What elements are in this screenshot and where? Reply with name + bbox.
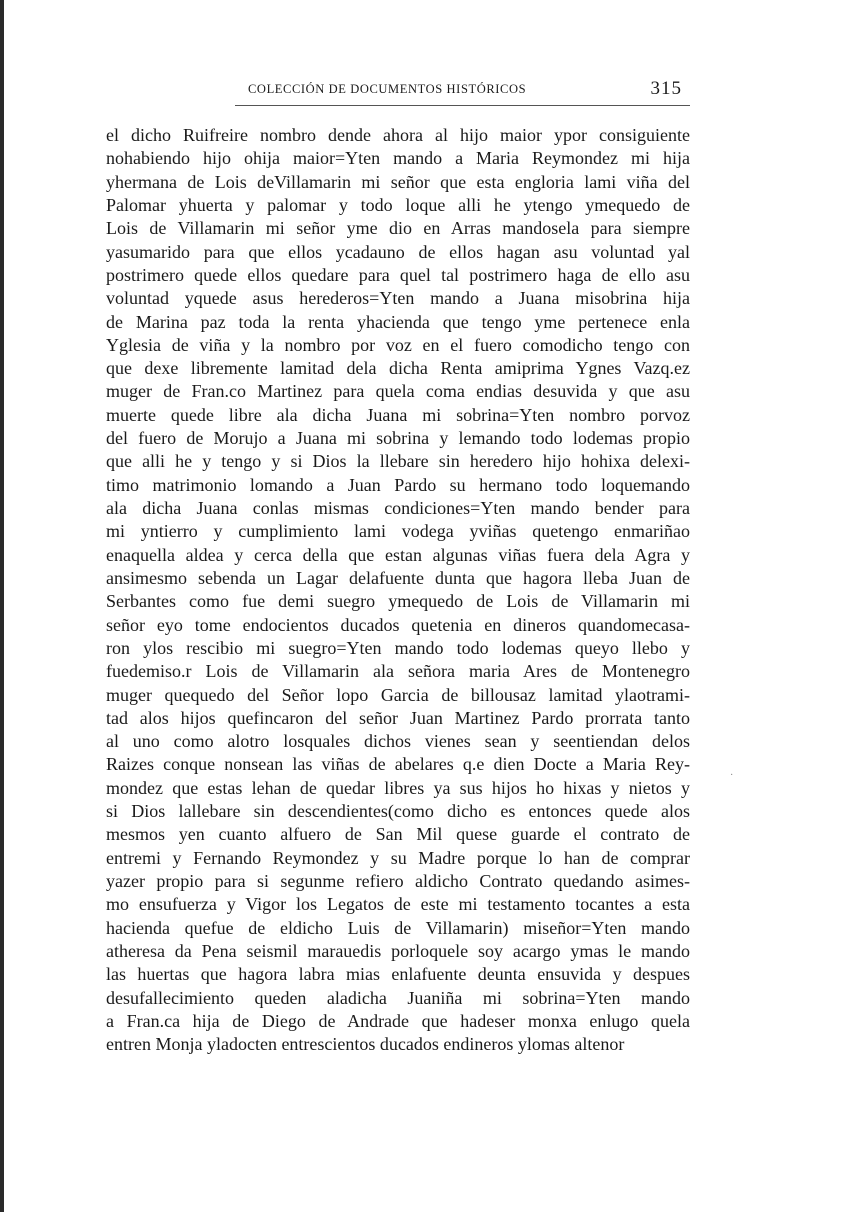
text-line: el dicho Ruifreire nombro dende ahora al hijo maior ypor consiguiente <box>106 125 690 145</box>
page-number: 315 <box>650 78 682 99</box>
text-line: tad alos hijos quefincaron del señor Juan Martinez Pardo prorrata tanto <box>106 707 690 728</box>
text-line: entremi y Fernando Reymondez y su Madre porque lo han de comprar <box>106 847 690 868</box>
text-line: las huertas que hagora labra mias enlafuente deunta ensuvida y despues <box>106 964 690 985</box>
text-line: Serbantes como fue demi suegro ymequedo de Lois de Villamarin mi <box>106 591 690 612</box>
text-line: Lois de Villamarin mi señor yme dio en Arras mandosela para siempre <box>106 218 690 239</box>
text-line: postrimero quede ellos quedare para quel tal postrimero haga de ello asu <box>106 264 690 285</box>
text-line: mesmos yen cuanto alfuero de San Mil quese guarde el contrato de <box>106 824 690 845</box>
text-line: yhermana de Lois deVillamarin mi señor que esta engloria lami viña del <box>106 171 690 192</box>
text-line: fuedemiso.r Lois de Villamarin ala señora maria Ares de Montenegro <box>106 661 690 682</box>
text-line: ron ylos rescibio mi suegro=Yten mando todo lodemas queyo llebo y <box>106 637 690 658</box>
text-line: muger de Fran.co Martinez para quela coma endias desuvida y que asu <box>106 381 690 402</box>
text-line: hacienda quefue de eldicho Luis de Villamarin) miseñor=Yten mando <box>106 917 690 938</box>
text-line: voluntad yquede asus herederos=Yten mando a Juana misobrina hija <box>106 288 690 309</box>
text-line: ala dicha Juana conlas mismas condiciones=Yten mando bender para <box>106 498 690 518</box>
text-line: enaquella aldea y cerca della que estan algunas viñas fuera dela Agra y <box>106 544 690 565</box>
text-line: muger quequedo del Señor lopo Garcia de billousaz lamitad ylaotrami- <box>106 684 690 705</box>
text-line: Raizes conque nonsean las viñas de abelares q.e dien Docte a Maria Rey- <box>106 754 690 775</box>
text-line: si Dios lallebare sin descendientes(como dicho es entonces quede alos <box>106 801 690 822</box>
page-edge-shadow <box>0 0 4 1212</box>
text-line: mi yntierro y cumplimiento lami vodega yviñas quetengo enmariñao <box>106 521 690 542</box>
text-line: yasumarido para que ellos ycadauno de ellos hagan asu voluntad yal <box>106 241 690 262</box>
text-line: que dexe libremente lamitad dela dicha Renta amiprima Ygnes Vazq.ez <box>106 358 690 379</box>
scan-speck: · <box>730 770 734 781</box>
text-line: que alli he y tengo y si Dios la llebare sin heredero hijo hohixa delexi- <box>106 451 690 472</box>
text-line: Palomar yhuerta y palomar y todo loque alli he ytengo ymequedo de <box>106 194 690 215</box>
text-line: timo matrimonio lomando a Juan Pardo su hermano todo loquemando <box>106 474 690 495</box>
text-line: desufallecimiento queden aladicha Juaniña mi sobrina=Yten mando <box>106 987 690 1008</box>
text-line: Yglesia de viña y la nombro por voz en el fuero comodicho tengo con <box>106 334 690 355</box>
text-line: al uno como alotro losquales dichos vienes sean y seentiendan delos <box>106 731 690 752</box>
text-line: ansimesmo sebenda un Lagar delafuente dunta que hagora lleba Juan de <box>106 567 690 588</box>
text-line: señor eyo tome endocientos ducados quetenia en dineros quandomecasa- <box>106 614 690 635</box>
header-rule <box>235 105 690 106</box>
text-line: del fuero de Morujo a Juana mi sobrina y lemando todo lodemas propio <box>106 428 690 449</box>
text-line: mo ensufuerza y Vigor los Legatos de este mi testamento tocantes a esta <box>106 894 690 915</box>
text-line: de Marina paz toda la renta yhacienda que tengo yme pertenece enla <box>106 311 690 332</box>
body-text <box>106 124 690 1057</box>
header-title: COLECCIÓN DE DOCUMENTOS HISTÓRICOS <box>248 82 527 96</box>
text-line: muerte quede libre ala dicha Juana mi sobrina=Yten nombro porvoz <box>106 404 690 425</box>
text-line: nohabiendo hijo ohija maior=Yten mando a Maria Reymondez mi hija <box>106 148 690 169</box>
text-line: entren Monja yladocten entrescientos ducados endineros ylomas altenor <box>106 1034 625 1055</box>
text-line: atheresa da Pena seismil marauedis porloquele soy acargo ymas le mando <box>106 940 690 961</box>
text-line: mondez que estas lehan de quedar libres ya sus hijos ho hixas y nietos y <box>106 777 690 798</box>
text-line: a Fran.ca hija de Diego de Andrade que hadeser monxa enlugo quela <box>106 1010 690 1031</box>
running-header <box>108 80 688 102</box>
text-line: yazer propio para si segunme refiero aldicho Contrato quedando asimes- <box>106 871 690 891</box>
